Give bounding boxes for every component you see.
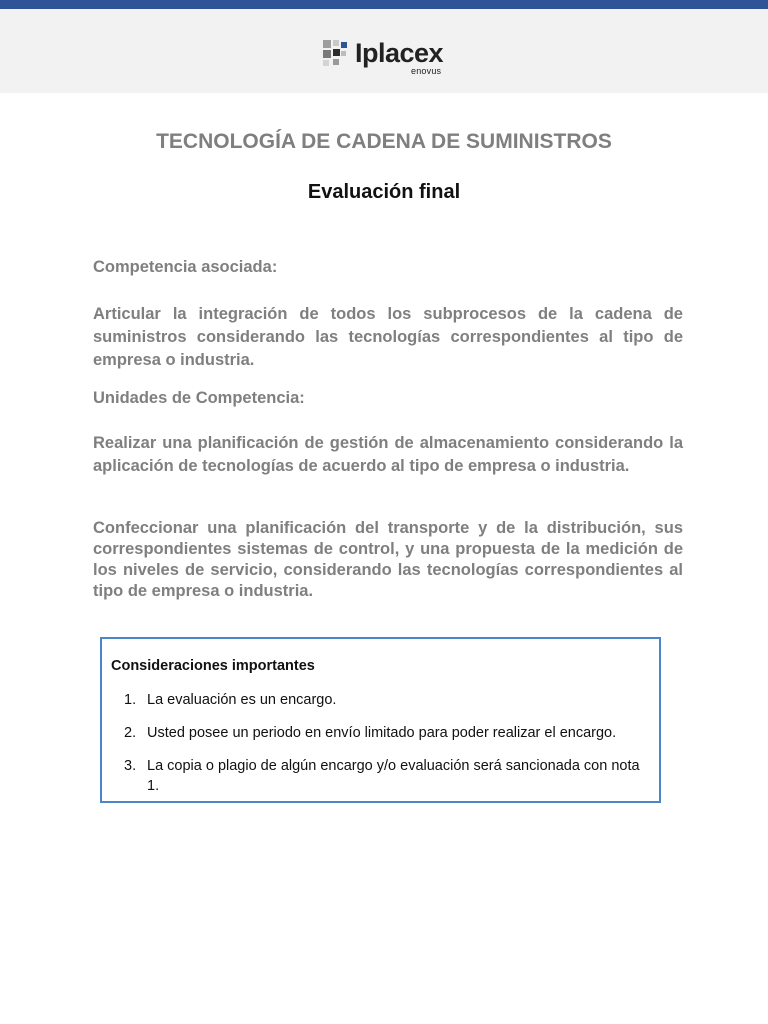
document-title: TECNOLOGÍA DE CADENA DE SUMINISTROS <box>156 130 612 153</box>
list-item-text: Usted posee un periodo en envío limitado para poder realizar el encargo. <box>147 725 617 741</box>
document-subtitle: Evaluación final <box>307 181 461 203</box>
list-item-text: La copia o plagio de algún encargo y/o evaluación será sancionada con nota 1. <box>147 758 640 794</box>
considerations-list <box>102 690 647 809</box>
considerations-title: Consideraciones importantes <box>111 658 315 674</box>
list-item-text: La evaluación es un encargo. <box>147 692 337 708</box>
list-item <box>102 723 647 743</box>
list-item <box>102 690 647 710</box>
logo-mosaic-icon <box>323 40 353 72</box>
list-item-number: 2. <box>124 725 137 741</box>
top-accent-stripe <box>0 0 768 9</box>
list-item <box>102 756 647 796</box>
unidades-label: Unidades de Competencia: <box>93 389 305 407</box>
competencia-label: Competencia asociada: <box>93 258 278 276</box>
unidad-competencia-2: Confeccionar una planificación del transporte y de la distribución, sus correspondientes sistemas de control, y una propuesta de la medición de los niveles de servicio, considerando las tecnologías correspondientes al tipo de empresa o industria. <box>93 519 683 600</box>
list-item-number: 3. <box>124 758 137 774</box>
considerations-box <box>100 637 661 803</box>
unidad-competencia-1: Realizar una planificación de gestión de almacenamiento considerando la aplicación de tecnologías de acuerdo al tipo de empresa o industria. <box>93 434 683 475</box>
logo-wordmark: Iplacex <box>355 38 444 68</box>
logo-subtitle: enovus <box>411 66 442 76</box>
list-item-number: 1. <box>124 692 137 708</box>
iplacex-logo <box>323 40 448 80</box>
competencia-text: Articular la integración de todos los subprocesos de la cadena de suministros considerando las tecnologías correspondientes al tipo de empresa o industria. <box>93 305 683 369</box>
